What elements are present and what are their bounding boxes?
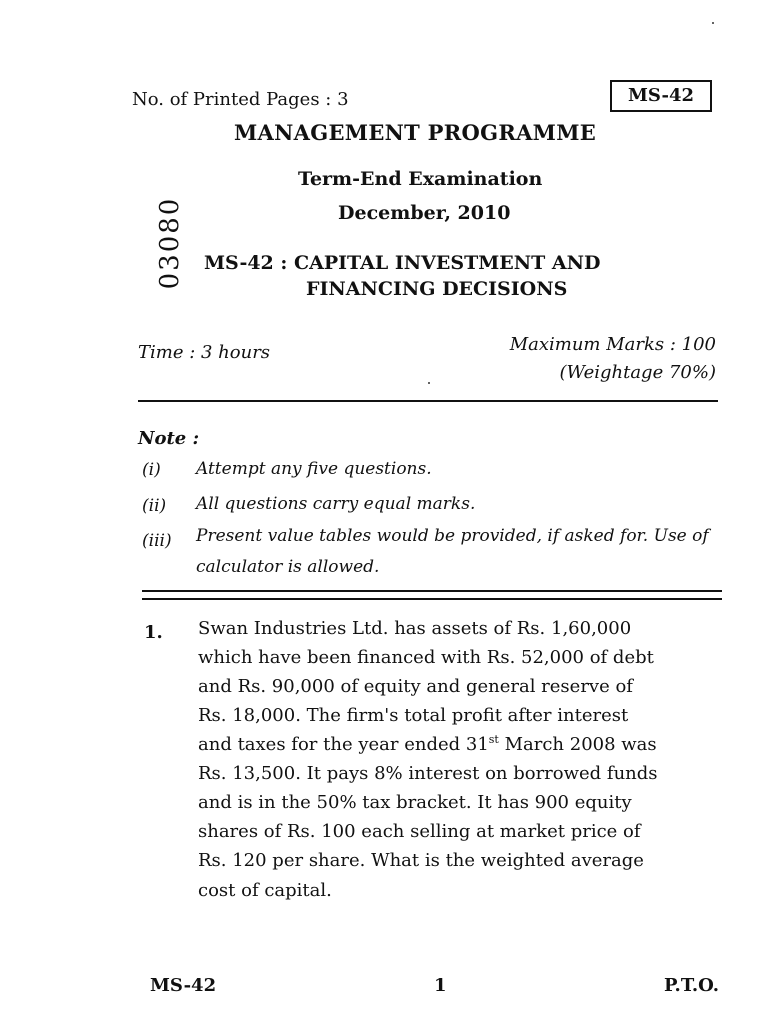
printed-pages: No. of Printed Pages : 3 (132, 89, 349, 110)
note-item-text: All questions carry equal marks. (196, 494, 476, 514)
question-line (198, 734, 657, 755)
footer-code: MS-42 (150, 975, 217, 996)
question-line: shares of Rs. 100 each selling at market price of (198, 821, 641, 842)
course-title-line1: MS-42 : CAPITAL INVESTMENT AND (204, 252, 601, 274)
note-item-text: Present value tables would be provided, if asked for. Use of (196, 526, 709, 546)
programme-title: MANAGEMENT PROGRAMME (234, 120, 597, 145)
note-item-number: (iii) (142, 531, 172, 551)
question-line: which have been financed with Rs. 52,000 of debt (198, 647, 654, 668)
question-line: Rs. 13,500. It pays 8% interest on borrowed funds (198, 763, 658, 784)
note-item-number: (ii) (142, 496, 167, 516)
question-line: and Rs. 90,000 of equity and general reserve of (198, 676, 633, 697)
question-line: Rs. 18,000. The firm's total profit after interest (198, 705, 629, 726)
question-number: 1. (144, 622, 163, 643)
exam-date: December, 2010 (338, 202, 511, 224)
paper-code-box: MS-42 (610, 80, 712, 112)
exam-time: Time : 3 hours (138, 342, 271, 363)
question-line: Swan Industries Ltd. has assets of Rs. 1,60,000 (198, 618, 632, 639)
question-text: and taxes for the year ended 31 (198, 734, 489, 755)
divider (142, 598, 722, 600)
max-marks: Maximum Marks : 100 (509, 334, 716, 355)
divider (142, 590, 722, 592)
note-item-number: (i) (142, 460, 161, 480)
weightage: (Weightage 70%) (559, 362, 716, 383)
pto-label: P.T.O. (664, 975, 720, 996)
note-item-text: calculator is allowed. (196, 557, 380, 577)
exam-title: Term-End Examination (298, 168, 543, 190)
question-line: Rs. 120 per share. What is the weighted average (198, 850, 644, 871)
page-number: 1 (434, 975, 447, 996)
divider (138, 400, 718, 402)
scan-speck (712, 22, 714, 24)
note-heading: Note : (138, 428, 200, 449)
scan-speck (428, 382, 430, 384)
serial-number: 03080 (155, 196, 185, 290)
course-title-line2: FINANCING DECISIONS (306, 278, 568, 300)
note-item-text: Attempt any five questions. (196, 459, 432, 479)
question-line: and is in the 50% tax bracket. It has 900 equity (198, 792, 632, 813)
question-line: cost of capital. (198, 880, 332, 901)
superscript: st (488, 733, 499, 746)
question-text: March 2008 was (498, 734, 657, 755)
